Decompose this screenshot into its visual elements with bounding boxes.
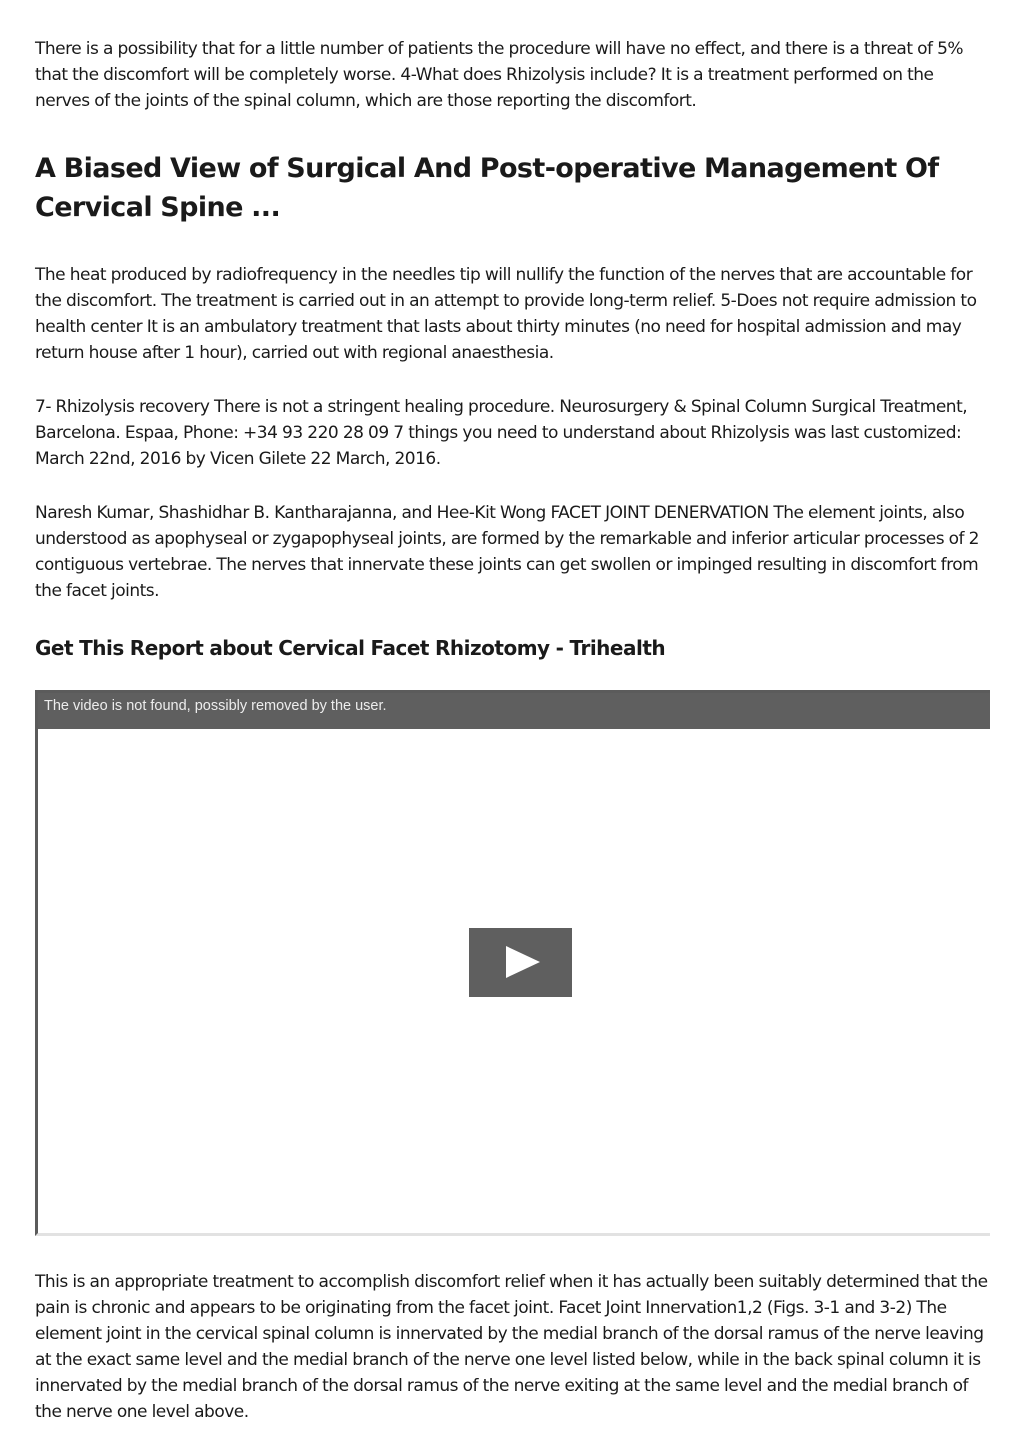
sub-heading: Get This Report about Cervical Facet Rhizotomy - Trihealth	[35, 636, 666, 660]
video-error-bar	[38, 693, 990, 729]
video-player[interactable]	[35, 690, 990, 1236]
video-error-message: The video is not found, possibly removed by the user.	[44, 698, 387, 714]
section-heading: A Biased View of Surgical And Post-operative Management Of Cervical Spine ...	[35, 153, 939, 223]
paragraph-treatment: This is an appropriate treatment to accomplish discomfort relief when it has actually been suitably determined that the pain is chronic and appears to be originating from the facet joint. Facet Joint Innervation1,2 (Figs. 3-1 and 3-2) The element joint in the cervical spinal column is innervated by the medial branch of the dorsal ramus of the nerve leaving at the exact same level and the medial branch of the nerve one level listed below, while in the back spinal column it is innervated by the medial branch of the dorsal ramus of the nerve exiting at the same level and the medial branch of the nerve one level above.	[35, 1272, 988, 1422]
paragraph-recovery: 7- Rhizolysis recovery There is not a stringent healing procedure. Neurosurgery & Spinal Column Surgical Treatment, Barcelona. Espaa, Phone: +34 93 220 28 09 7 things you need to understand about Rhizolysis was last customized: March 22nd, 2016 by Vicen Gilete 22 March, 2016.	[35, 397, 968, 469]
paragraph-intro: There is a possibility that for a little number of patients the procedure will have no effect, and there is a threat of 5% that the discomfort will be completely worse. 4-What does Rhizolysis include? It is a treatment performed on the nerves of the joints of the spinal column, which are those reporting the discomfort.	[35, 39, 964, 111]
article	[35, 36, 990, 1425]
play-icon	[506, 946, 540, 978]
play-button[interactable]	[469, 928, 572, 997]
paragraph-authors: Naresh Kumar, Shashidhar B. Kantharajanna, and Hee-Kit Wong FACET JOINT DENERVATION The element joints, also understood as apophyseal or zygapophyseal joints, are formed by the remarkable and inferior articular processes of 2 contiguous vertebrae. The nerves that innervate these joints can get swollen or impinged resulting in discomfort from the facet joints.	[35, 503, 979, 601]
paragraph-heat: The heat produced by radiofrequency in the needles tip will nullify the function of the nerves that are accountable for the discomfort. The treatment is carried out in an attempt to provide long-term relief. 5-Does not require admission to health center It is an ambulatory treatment that lasts about thirty minutes (no need for hospital admission and may return house after 1 hour), carried out with regional anaesthesia.	[35, 265, 977, 363]
